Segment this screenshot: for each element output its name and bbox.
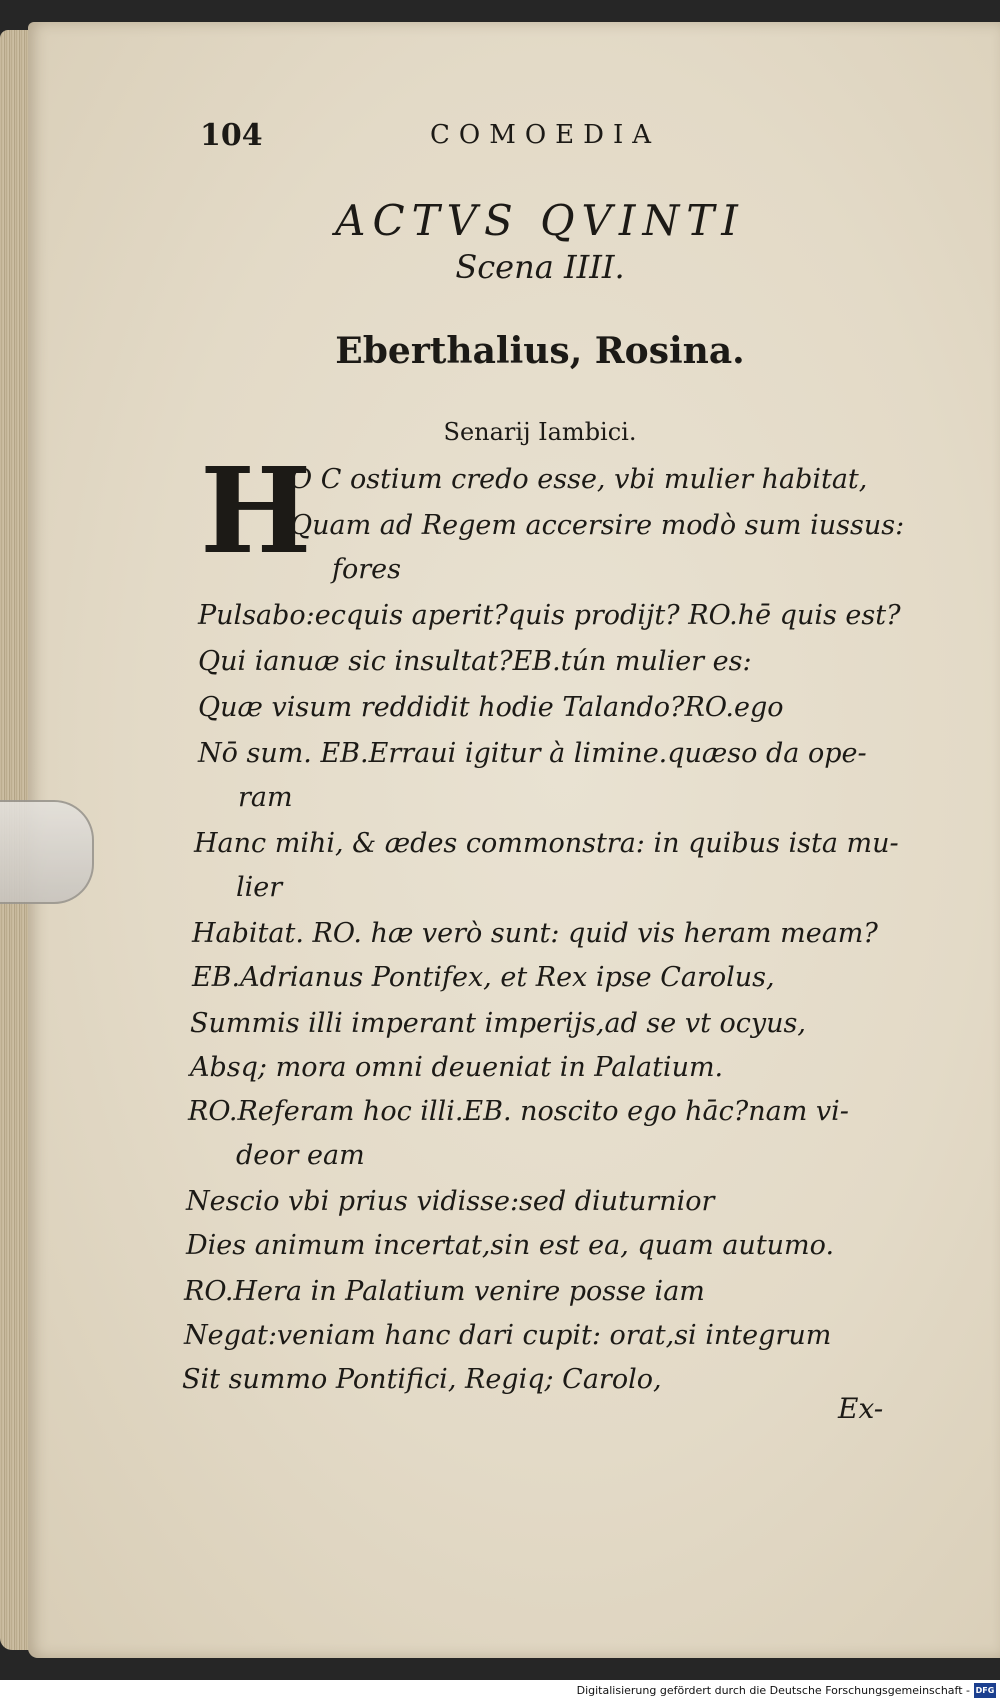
- verse-line: deor eam: [236, 1140, 365, 1171]
- verse-line: Sit summo Pontifici, Regiq; Carolo,: [182, 1364, 662, 1395]
- verse-line: Absq; mora omni deueniat in Palatium.: [190, 1052, 724, 1083]
- verse-line: O C ostium credo esse, vbi mulier habitat,: [290, 464, 868, 495]
- drop-cap: H: [200, 441, 312, 580]
- verse-line: lier: [236, 872, 283, 903]
- page-header: [200, 118, 820, 158]
- characters-heading: Eberthalius, Rosina.: [335, 330, 745, 372]
- verse-line: Summis illi imperant imperijs,ad se vt ocyus,: [190, 1008, 806, 1039]
- verse-line: ram: [238, 782, 293, 813]
- digitization-footer: [0, 1680, 1000, 1704]
- verse-line: EB.Adrianus Pontifex, et Rex ipse Carolus,: [192, 962, 775, 993]
- verse-line: Negat:veniam hanc dari cupit: orat,si integrum: [184, 1320, 832, 1351]
- act-title: ACTVS QVINTI: [335, 196, 745, 245]
- running-head: COMOEDIA: [430, 120, 661, 150]
- dfg-logo-icon: DFG: [974, 1683, 996, 1698]
- verse-line: Quam ad Regem accersire modò sum iussus:: [290, 510, 905, 541]
- verse-line: Nō sum. EB.Erraui igitur à limine.quæso da ope-: [198, 738, 867, 769]
- page-clip: [0, 800, 94, 904]
- verse-line: Hanc mihi, & ædes commonstra: in quibus ista mu-: [194, 828, 899, 859]
- verse-line: Nescio vbi prius vidisse:sed diuturnior: [186, 1186, 715, 1217]
- meter-label: Senarij Iambici.: [443, 418, 637, 446]
- verse-line: fores: [332, 554, 401, 585]
- verse-line: Dies animum incertat,sin est ea, quam autumo.: [186, 1230, 835, 1261]
- verse-line: Habitat. RO. hæ verò sunt: quid vis heram meam?: [192, 918, 878, 949]
- verse-line: Pulsabo:ecquis aperit?quis prodijt? RO.hē quis est?: [198, 600, 901, 631]
- page-number: 104: [200, 118, 263, 153]
- verse-line: Quæ visum reddidit hodie Talando?RO.ego: [198, 692, 784, 723]
- scene-title: Scena IIII.: [455, 248, 625, 286]
- verse-line: Qui ianuæ sic insultat?EB.tún mulier es:: [198, 646, 752, 677]
- verse-line: RO.Referam hoc illi.EB. noscito ego hāc?nam vi-: [188, 1096, 849, 1127]
- catchword: Ex-: [838, 1392, 884, 1425]
- verse-line: RO.Hera in Palatium venire posse iam: [184, 1276, 705, 1307]
- footer-credit: Digitalisierung gefördert durch die Deutsche Forschungsgemeinschaft -: [576, 1684, 970, 1697]
